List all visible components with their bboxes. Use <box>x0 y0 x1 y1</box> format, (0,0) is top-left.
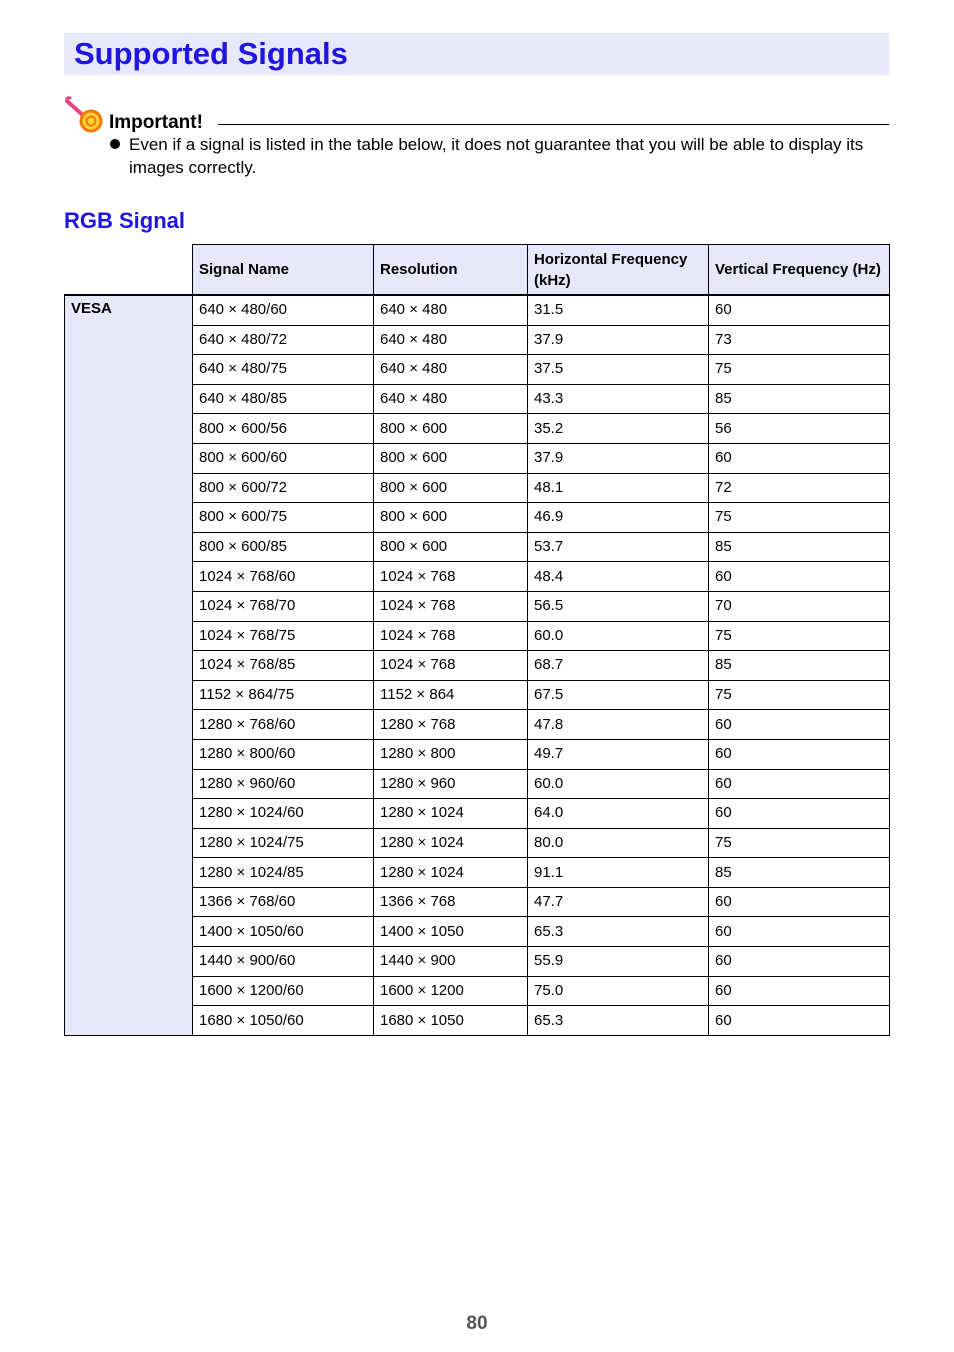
horizontal-frequency-cell: 55.9 <box>528 947 709 977</box>
vertical-frequency-cell: 72 <box>709 473 890 503</box>
resolution-cell: 1024 × 768 <box>374 621 528 651</box>
header-horizontal-frequency: Horizontal Frequency (kHz) <box>528 245 709 296</box>
vertical-frequency-cell: 60 <box>709 799 890 829</box>
horizontal-frequency-cell: 37.9 <box>528 325 709 355</box>
signal-name-cell: 1152 × 864/75 <box>193 680 374 710</box>
resolution-cell: 800 × 600 <box>374 473 528 503</box>
resolution-cell: 1680 × 1050 <box>374 1006 528 1036</box>
vertical-frequency-cell: 85 <box>709 384 890 414</box>
title-bar <box>64 33 889 75</box>
signal-name-cell: 1600 × 1200/60 <box>193 976 374 1006</box>
header-row <box>65 245 890 296</box>
horizontal-frequency-cell: 46.9 <box>528 503 709 533</box>
vertical-frequency-cell: 60 <box>709 739 890 769</box>
resolution-cell: 640 × 480 <box>374 325 528 355</box>
vertical-frequency-cell: 73 <box>709 325 890 355</box>
signal-name-cell: 800 × 600/72 <box>193 473 374 503</box>
horizontal-frequency-cell: 65.3 <box>528 917 709 947</box>
signal-name-cell: 800 × 600/56 <box>193 414 374 444</box>
page-title: Supported Signals <box>74 36 348 71</box>
header-resolution: Resolution <box>374 245 528 296</box>
resolution-cell: 1280 × 1024 <box>374 799 528 829</box>
horizontal-frequency-cell: 37.5 <box>528 355 709 385</box>
resolution-cell: 640 × 480 <box>374 384 528 414</box>
checkmark-medal-icon <box>64 95 106 133</box>
resolution-cell: 1400 × 1050 <box>374 917 528 947</box>
resolution-cell: 1152 × 864 <box>374 680 528 710</box>
horizontal-frequency-cell: 37.9 <box>528 443 709 473</box>
horizontal-frequency-cell: 35.2 <box>528 414 709 444</box>
signal-name-cell: 1366 × 768/60 <box>193 887 374 917</box>
signal-name-cell: 800 × 600/75 <box>193 503 374 533</box>
signal-name-cell: 1680 × 1050/60 <box>193 1006 374 1036</box>
signal-name-cell: 800 × 600/85 <box>193 532 374 562</box>
horizontal-frequency-cell: 64.0 <box>528 799 709 829</box>
horizontal-frequency-cell: 49.7 <box>528 739 709 769</box>
vertical-frequency-cell: 85 <box>709 651 890 681</box>
horizontal-frequency-cell: 43.3 <box>528 384 709 414</box>
section-title: RGB Signal <box>64 208 186 233</box>
header-vertical-frequency: Vertical Frequency (Hz) <box>709 245 890 296</box>
horizontal-frequency-cell: 56.5 <box>528 591 709 621</box>
horizontal-frequency-cell: 80.0 <box>528 828 709 858</box>
vertical-frequency-cell: 60 <box>709 769 890 799</box>
vertical-frequency-cell: 60 <box>709 710 890 740</box>
group-label-cell: VESA <box>65 295 193 1035</box>
vertical-frequency-cell: 60 <box>709 443 890 473</box>
signal-name-cell: 800 × 600/60 <box>193 443 374 473</box>
resolution-cell: 1440 × 900 <box>374 947 528 977</box>
resolution-cell: 1280 × 1024 <box>374 858 528 888</box>
signal-name-cell: 1024 × 768/75 <box>193 621 374 651</box>
vertical-frequency-cell: 75 <box>709 680 890 710</box>
signal-name-cell: 1400 × 1050/60 <box>193 917 374 947</box>
resolution-cell: 1366 × 768 <box>374 887 528 917</box>
vertical-frequency-cell: 75 <box>709 828 890 858</box>
horizontal-frequency-cell: 60.0 <box>528 621 709 651</box>
signal-name-cell: 1280 × 1024/60 <box>193 799 374 829</box>
header-signal-name: Signal Name <box>193 245 374 296</box>
resolution-cell: 800 × 600 <box>374 414 528 444</box>
resolution-cell: 640 × 480 <box>374 295 528 325</box>
vertical-frequency-cell: 60 <box>709 917 890 947</box>
horizontal-frequency-cell: 75.0 <box>528 976 709 1006</box>
bullet-dot-icon <box>110 139 120 149</box>
signal-name-cell: 1280 × 800/60 <box>193 739 374 769</box>
signal-name-cell: 1024 × 768/60 <box>193 562 374 592</box>
vertical-frequency-cell: 70 <box>709 591 890 621</box>
horizontal-frequency-cell: 47.8 <box>528 710 709 740</box>
horizontal-frequency-cell: 31.5 <box>528 295 709 325</box>
resolution-cell: 1024 × 768 <box>374 651 528 681</box>
horizontal-frequency-cell: 67.5 <box>528 680 709 710</box>
vertical-frequency-cell: 75 <box>709 621 890 651</box>
resolution-cell: 640 × 480 <box>374 355 528 385</box>
horizontal-frequency-cell: 48.1 <box>528 473 709 503</box>
vertical-frequency-cell: 60 <box>709 947 890 977</box>
horizontal-frequency-cell: 53.7 <box>528 532 709 562</box>
signal-name-cell: 1024 × 768/85 <box>193 651 374 681</box>
resolution-cell: 800 × 600 <box>374 443 528 473</box>
vertical-frequency-cell: 75 <box>709 355 890 385</box>
signal-name-cell: 1280 × 1024/85 <box>193 858 374 888</box>
signal-name-cell: 640 × 480/60 <box>193 295 374 325</box>
resolution-cell: 1280 × 800 <box>374 739 528 769</box>
vertical-frequency-cell: 60 <box>709 887 890 917</box>
signal-name-cell: 1280 × 768/60 <box>193 710 374 740</box>
resolution-cell: 1024 × 768 <box>374 562 528 592</box>
signal-name-cell: 1024 × 768/70 <box>193 591 374 621</box>
horizontal-frequency-cell: 91.1 <box>528 858 709 888</box>
signal-name-cell: 1440 × 900/60 <box>193 947 374 977</box>
resolution-cell: 1280 × 768 <box>374 710 528 740</box>
horizontal-frequency-cell: 65.3 <box>528 1006 709 1036</box>
resolution-cell: 1280 × 960 <box>374 769 528 799</box>
vertical-frequency-cell: 85 <box>709 532 890 562</box>
signal-name-cell: 640 × 480/75 <box>193 355 374 385</box>
vertical-frequency-cell: 60 <box>709 295 890 325</box>
resolution-cell: 800 × 600 <box>374 503 528 533</box>
vertical-frequency-cell: 56 <box>709 414 890 444</box>
signal-name-cell: 1280 × 1024/75 <box>193 828 374 858</box>
important-note: Even if a signal is listed in the table below, it does not guarantee that you will be able to display its images correctly. <box>129 135 864 177</box>
horizontal-frequency-cell: 68.7 <box>528 651 709 681</box>
vertical-frequency-cell: 75 <box>709 503 890 533</box>
vertical-frequency-cell: 60 <box>709 1006 890 1036</box>
signal-name-cell: 640 × 480/85 <box>193 384 374 414</box>
signal-name-cell: 1280 × 960/60 <box>193 769 374 799</box>
important-label: Important! <box>109 112 203 133</box>
vertical-frequency-cell: 85 <box>709 858 890 888</box>
important-divider <box>218 124 889 125</box>
vertical-frequency-cell: 60 <box>709 562 890 592</box>
horizontal-frequency-cell: 60.0 <box>528 769 709 799</box>
signal-name-cell: 640 × 480/72 <box>193 325 374 355</box>
resolution-cell: 1024 × 768 <box>374 591 528 621</box>
resolution-cell: 1280 × 1024 <box>374 828 528 858</box>
horizontal-frequency-cell: 48.4 <box>528 562 709 592</box>
page-number: 80 <box>466 1313 488 1334</box>
signals-table <box>64 244 890 1036</box>
resolution-cell: 800 × 600 <box>374 532 528 562</box>
header-blank-cell <box>65 245 193 296</box>
table-row <box>65 295 890 325</box>
horizontal-frequency-cell: 47.7 <box>528 887 709 917</box>
resolution-cell: 1600 × 1200 <box>374 976 528 1006</box>
vertical-frequency-cell: 60 <box>709 976 890 1006</box>
